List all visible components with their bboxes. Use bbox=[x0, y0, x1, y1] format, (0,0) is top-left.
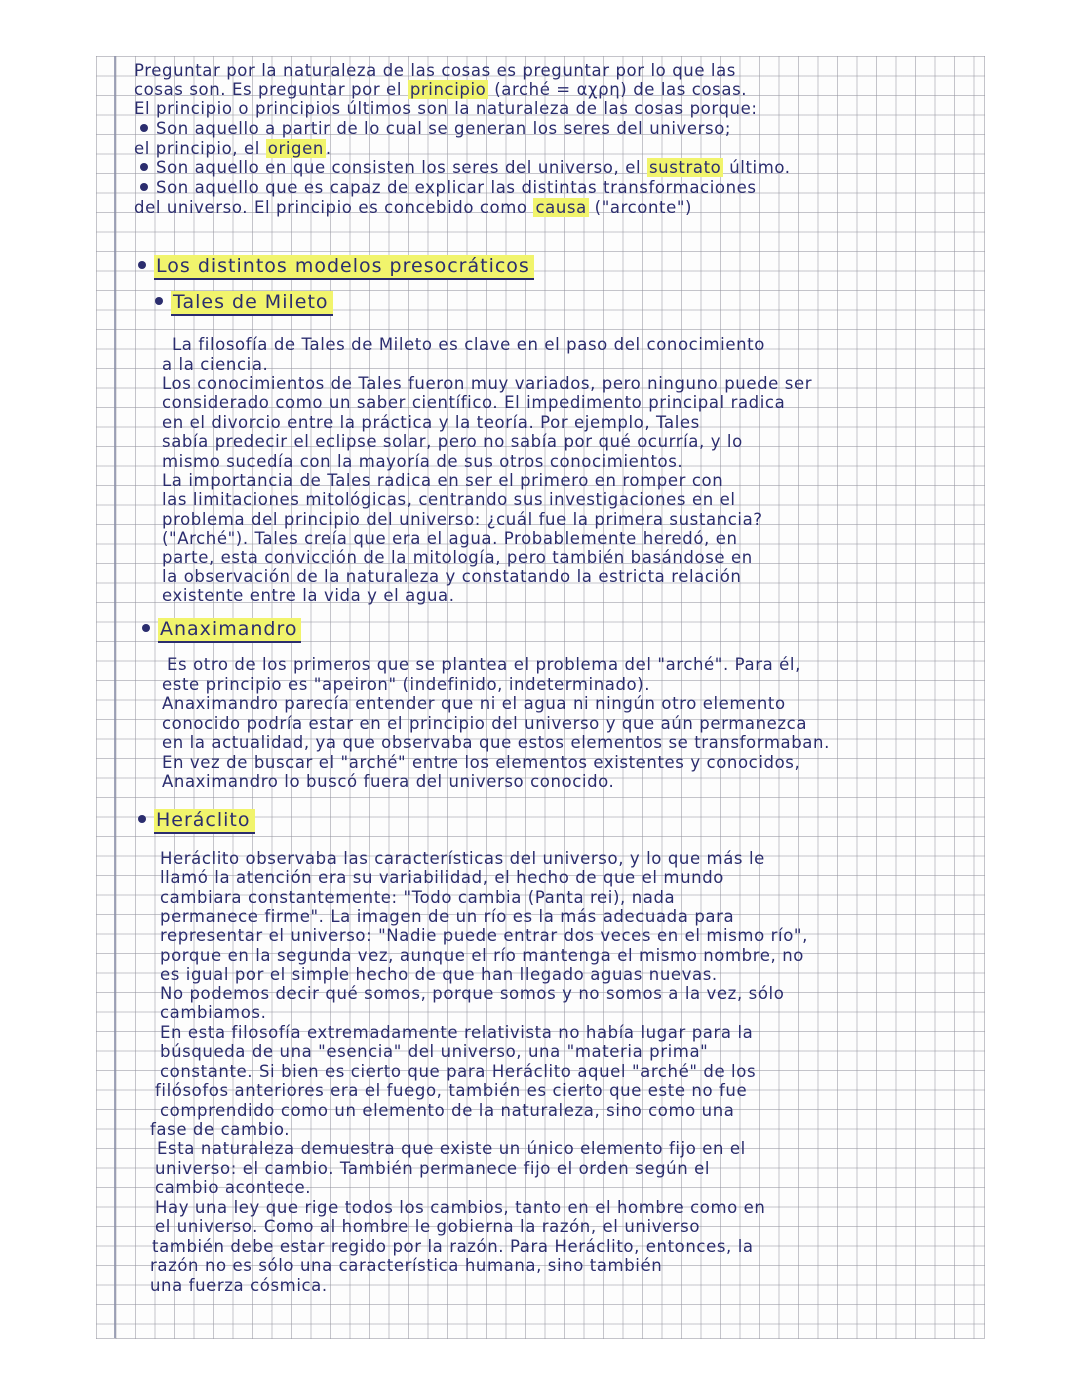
paragraph-line: en la actualidad, ya que observaba que estos elementos se transformaban. bbox=[162, 733, 830, 752]
intro-bullet-1-cont bbox=[134, 139, 332, 159]
paragraph-line: es igual por el simple hecho de que han llegado aguas nuevas. bbox=[160, 965, 718, 984]
section-title: Los distintos modelos presocráticos bbox=[154, 255, 534, 280]
bullet-icon bbox=[140, 183, 148, 191]
paragraph-line: considerado como un saber científico. El impedimento principal radica bbox=[162, 393, 786, 412]
paragraph-line: el universo. Como al hombre le gobierna la razón, el universo bbox=[155, 1217, 701, 1236]
paragraph-line: En vez de buscar el "arché" entre los elementos existentes y conocidos, bbox=[162, 753, 801, 772]
bullet-icon bbox=[155, 297, 163, 305]
paragraph-line: también debe estar regido por la razón. Para Heráclito, entonces, la bbox=[152, 1237, 754, 1256]
margin-line bbox=[114, 56, 116, 1338]
paragraph-line: Esta naturaleza demuestra que existe un único elemento fijo en el bbox=[157, 1139, 746, 1158]
paragraph-line: filósofos anteriores era el fuego, también es cierto que este no fue bbox=[155, 1081, 748, 1100]
paragraph-line: cambiara constantemente: "Todo cambia (Panta rei), nada bbox=[160, 888, 676, 907]
paragraph-line: La importancia de Tales radica en ser el primero en romper con bbox=[162, 471, 724, 490]
paragraph-line: conocido podría estar en el principio del universo y que aún permanezca bbox=[162, 714, 808, 733]
bullet-icon bbox=[138, 815, 146, 823]
paragraph-line: porque en la segunda vez, aunque el río mantenga el mismo nombre, no bbox=[160, 946, 804, 965]
paragraph-line: fase de cambio. bbox=[150, 1120, 291, 1139]
bullet-icon bbox=[138, 261, 146, 269]
paragraph-line: a la ciencia. bbox=[162, 355, 269, 374]
paragraph-line: constante. Si bien es cierto que para Heráclito aquel "arché" de los bbox=[160, 1062, 757, 1081]
paragraph-line: Es otro de los primeros que se plantea el problema del "arché". Para él, bbox=[167, 655, 801, 674]
paragraph-line: búsqueda de una "esencia" del universo, una "materia prima" bbox=[160, 1042, 709, 1061]
highlight-principio: principio bbox=[409, 80, 487, 99]
paragraph-line: cambio acontece. bbox=[155, 1178, 312, 1197]
paragraph-line: permanece firme". La imagen de un río es la más adecuada para bbox=[160, 907, 735, 926]
paragraph-line: este principio es "apeiron" (indefinido, indeterminado). bbox=[162, 675, 651, 694]
bullet-3-text: Son aquello que es capaz de explicar las distintas transformaciones bbox=[156, 178, 757, 197]
philosopher-heading-heraclito bbox=[138, 808, 255, 832]
paragraph-line: La filosofía de Tales de Mileto es clave en el paso del conocimiento bbox=[172, 335, 765, 354]
highlight-origen: origen bbox=[267, 139, 324, 158]
paragraph-line: cambiamos. bbox=[160, 1003, 267, 1022]
bullet-2-tail: último. bbox=[723, 158, 791, 177]
bullet-3-tail: ("arconte") bbox=[588, 198, 693, 217]
paragraph-line: Heráclito observaba las características del universo, y lo que más le bbox=[160, 849, 765, 868]
highlight-sustrato: sustrato bbox=[648, 158, 722, 177]
paragraph-line: parte, esta convicción de la mitología, pero también basándose en bbox=[162, 548, 753, 567]
paragraph-line: Anaximandro parecía entender que ni el agua ni ningún otro elemento bbox=[162, 694, 786, 713]
intro-bullet-3 bbox=[140, 178, 757, 198]
paragraph-line: las limitaciones mitológicas, centrando sus investigaciones en el bbox=[162, 490, 736, 509]
paragraph-line: En esta filosofía extremadamente relativista no había lugar para la bbox=[160, 1023, 754, 1042]
intro-line-1: Preguntar por la naturaleza de las cosas es preguntar por lo que las bbox=[134, 61, 737, 80]
bullet-3-text-b: del universo. El principio es concebido como bbox=[134, 198, 534, 217]
intro-line-2-tail: (arché = αχρη) de las cosas. bbox=[488, 80, 748, 99]
paragraph-line: Anaximandro lo buscó fuera del universo conocido. bbox=[162, 772, 615, 791]
paragraph-line: ("Arché"). Tales creía que era el agua. Probablemente heredó, en bbox=[162, 529, 738, 548]
paragraph-line: representar el universo: "Nadie puede entrar dos veces en el mismo río", bbox=[160, 926, 808, 945]
paragraph-line: Hay una ley que rige todos los cambios, tanto en el hombre como en bbox=[155, 1198, 766, 1217]
bullet-1-text: Son aquello a partir de lo cual se generan los seres del universo; bbox=[156, 119, 732, 138]
bullet-1-text-b: el principio, el bbox=[134, 139, 266, 158]
philosopher-name: Tales de Mileto bbox=[171, 291, 333, 316]
paragraph-line: No podemos decir qué somos, porque somos y no somos a la vez, sólo bbox=[160, 984, 785, 1003]
intro-line-3: El principio o principios últimos son la naturaleza de las cosas porque: bbox=[134, 99, 758, 118]
paragraph-line: sabía predecir el eclipse solar, pero no sabía por qué ocurría, y lo bbox=[162, 432, 743, 451]
intro-bullet-3-cont bbox=[134, 198, 692, 218]
paragraph-line: existente entre la vida y el agua. bbox=[162, 586, 455, 605]
intro-bullet-2 bbox=[140, 158, 791, 178]
paragraph-line: la observación de la naturaleza y constatando la estricta relación bbox=[162, 567, 742, 586]
paragraph-line: mismo sucedía con la mayoría de sus otros conocimientos. bbox=[162, 452, 684, 471]
intro-bullet-1 bbox=[140, 119, 731, 139]
paragraph-line: razón no es sólo una característica humana, sino también bbox=[150, 1256, 663, 1275]
paragraph-line: problema del principio del universo: ¿cuál fue la primera sustancia? bbox=[162, 510, 763, 529]
bullet-2-text: Son aquello en que consisten los seres del universo, el bbox=[156, 158, 647, 177]
paragraph-line: en el divorcio entre la práctica y la teoría. Por ejemplo, Tales bbox=[162, 413, 700, 432]
paragraph-line: Los conocimientos de Tales fueron muy variados, pero ninguno puede ser bbox=[162, 374, 813, 393]
bullet-icon bbox=[140, 124, 148, 132]
paragraph-line: una fuerza cósmica. bbox=[150, 1276, 328, 1295]
bullet-1-tail: . bbox=[325, 139, 332, 158]
philosopher-heading-tales bbox=[155, 290, 333, 314]
bullet-icon bbox=[142, 624, 150, 632]
paragraph-line: universo: el cambio. También permanece fijo el orden según el bbox=[155, 1159, 711, 1178]
intro-line-2 bbox=[134, 80, 747, 100]
bullet-icon bbox=[140, 163, 148, 171]
paragraph-line: comprendido como un elemento de la naturaleza, sino como una bbox=[160, 1101, 735, 1120]
paragraph-line: llamó la atención era su variabilidad, el hecho de que el mundo bbox=[160, 868, 724, 887]
section-heading bbox=[138, 254, 534, 278]
highlight-causa: causa bbox=[535, 198, 587, 217]
philosopher-name: Anaximandro bbox=[158, 618, 301, 643]
philosopher-name: Heráclito bbox=[154, 809, 255, 834]
philosopher-heading-anaximandro bbox=[142, 617, 301, 641]
intro-line-2-text: cosas son. Es preguntar por el bbox=[134, 80, 408, 99]
